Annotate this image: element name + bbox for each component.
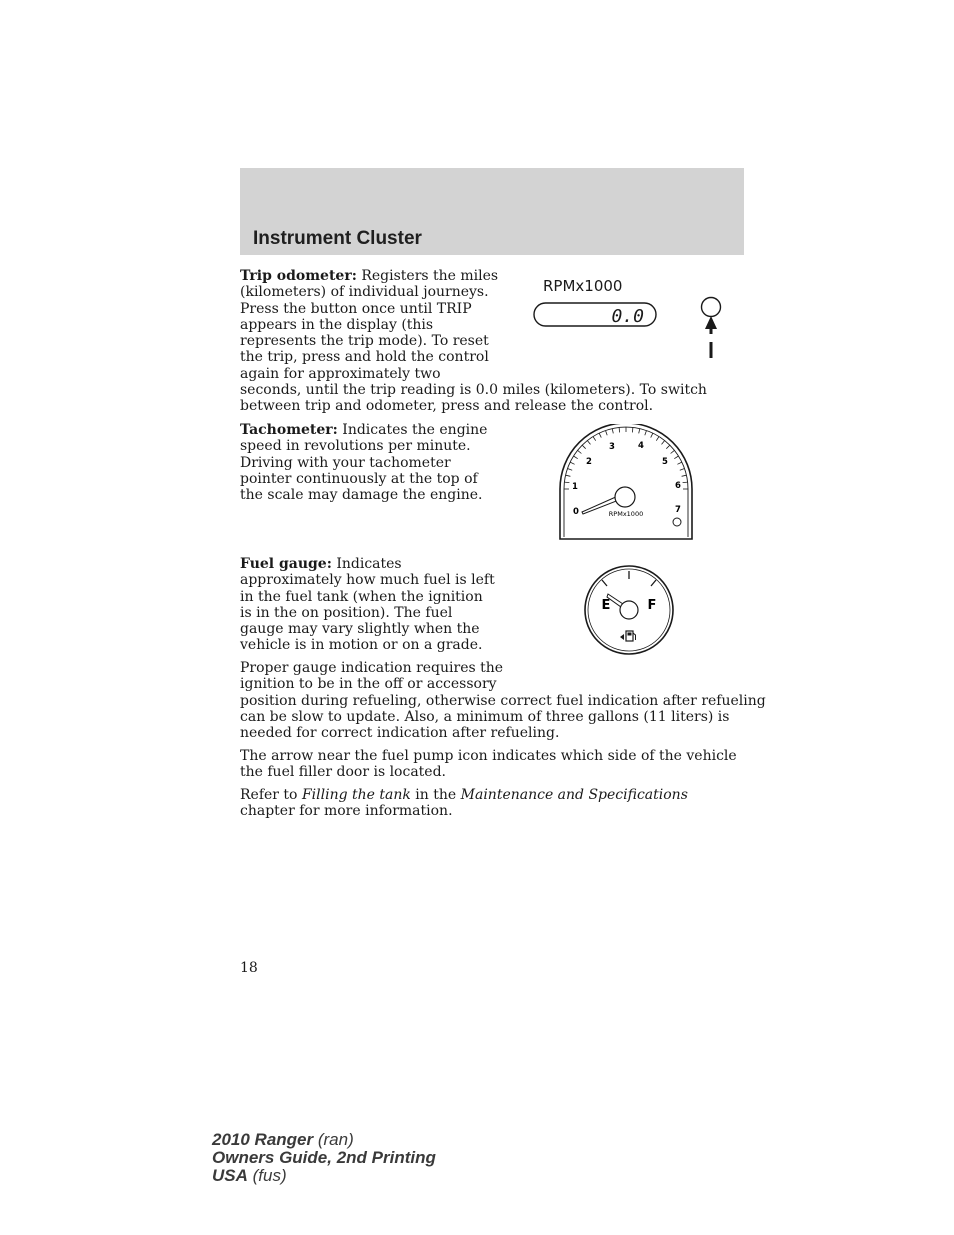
tachometer-minor-tick: [666, 445, 670, 449]
text-line: Indicates: [336, 556, 402, 572]
needle-hub: [615, 487, 635, 507]
footer-market-code: (fus): [252, 1166, 287, 1185]
tachometer-minor-tick: [599, 433, 601, 438]
tick-label-4: 4: [638, 441, 644, 451]
tachometer-minor-tick: [582, 445, 586, 449]
text-line: speed in revolutions per minute.: [240, 438, 471, 455]
footer-market: USA: [212, 1166, 248, 1185]
tachometer-bezel: [560, 424, 692, 539]
section-title: Instrument Cluster: [253, 228, 422, 249]
text-line: approximately how much fuel is left: [240, 572, 495, 589]
text-line: the scale may damage the engine.: [240, 487, 483, 504]
trip-reset-button-icon: [702, 298, 721, 317]
section-header-band: [240, 168, 744, 255]
tachometer-minor-tick: [619, 427, 620, 432]
text-line: in the fuel tank (when the ignition: [240, 588, 483, 605]
tachometer-minor-ticks: [564, 427, 688, 489]
empty-label: E: [601, 598, 611, 613]
text-line: The arrow near the fuel pump icon indicates which side of the vehicle: [240, 748, 737, 764]
text-line: needed for correct indication after refueling.: [240, 725, 560, 742]
tachometer-figure: [555, 424, 697, 542]
tachometer-minor-tick: [568, 469, 573, 471]
tachometer-paragraph: [240, 422, 487, 503]
text-line: (kilometers) of individual journeys.: [240, 284, 489, 301]
text-line: can be slow to update. Also, a minimum of three gallons (11 liters) is: [240, 708, 730, 725]
fuel-pump-icon: [620, 631, 636, 641]
text-line: Indicates the engine: [342, 422, 488, 438]
footer-model: 2010 Ranger: [212, 1130, 314, 1149]
fuel-gauge-paragraph: [240, 556, 495, 654]
fuel-gauge-term: Fuel gauge:: [240, 556, 332, 572]
tachometer-minor-tick: [574, 456, 578, 459]
tachometer-minor-tick: [587, 441, 590, 445]
text-line: appears in the display (this: [240, 316, 434, 333]
tachometer-minor-tick: [632, 427, 633, 432]
text-line: Driving with your tachometer: [240, 454, 451, 471]
text-line: between trip and odometer, press and release the control.: [240, 398, 654, 415]
trip-odometer-term: Trip odometer:: [240, 268, 357, 284]
full-label: F: [647, 598, 657, 613]
gauge-tick: [602, 580, 607, 586]
tick-label-0: 0: [573, 507, 579, 517]
tick-label-7: 7: [675, 505, 681, 515]
tick-label-3: 3: [609, 442, 615, 452]
tachometer-minor-tick: [662, 441, 665, 445]
tachometer-term: Tachometer:: [240, 422, 338, 438]
footer-model-code: (ran): [317, 1130, 354, 1149]
tachometer-minor-tick: [612, 429, 613, 434]
tachometer-minor-tick: [639, 429, 640, 434]
proper-indication-paragraph: [240, 660, 766, 741]
up-arrow-icon: [705, 316, 717, 358]
text-span: in the: [410, 787, 461, 803]
indicator-light-icon: [673, 518, 681, 526]
text-line: ignition to be in the off or accessory: [240, 676, 497, 693]
text-line: seconds, until the trip reading is 0.0 miles (kilometers). To switch: [240, 382, 707, 399]
tick-label-5: 5: [662, 457, 668, 467]
rpm-label: RPMx1000: [543, 277, 623, 295]
tachometer-minor-tick: [680, 469, 685, 471]
text-line: pointer continuously at the top of: [240, 470, 478, 487]
document-footer: [212, 1131, 436, 1185]
page-number: 18: [240, 960, 258, 976]
text-line: vehicle is in motion or on a grade.: [240, 637, 483, 654]
arrow-paragraph: [240, 748, 737, 781]
gauge-tick: [651, 580, 656, 586]
tick-label-6: 6: [675, 481, 681, 491]
text-line: is in the on position). The fuel: [240, 604, 453, 621]
tachometer-minor-tick: [671, 450, 675, 453]
text-line: again for approximately two: [240, 365, 441, 382]
tachometer-minor-tick: [645, 431, 647, 436]
tachometer-minor-tick: [570, 462, 575, 464]
text-line: Registers the miles: [361, 268, 499, 284]
tick-label-2: 2: [586, 457, 592, 467]
text-line: represents the trip mode). To reset: [240, 333, 489, 350]
tachometer-minor-tick: [651, 433, 653, 438]
fuel-gauge-figure: [582, 562, 678, 658]
text-line: the trip, press and hold the control: [240, 349, 489, 366]
tachometer-minor-tick: [656, 437, 659, 441]
tachometer-minor-tick: [593, 437, 596, 441]
text-line: Press the button once until TRIP: [240, 300, 472, 317]
tachometer-minor-tick: [683, 482, 688, 483]
tachometer-minor-tick: [566, 475, 571, 476]
cross-reference-maintenance-chapter: Maintenance and Specifications: [460, 787, 688, 803]
tachometer-minor-tick: [606, 431, 608, 436]
text-line: position during refueling, otherwise correct fuel indication after refueling: [240, 692, 766, 709]
text-span: Refer to: [240, 787, 302, 803]
fuel-needle-hub: [620, 601, 638, 619]
tachometer-face: [564, 427, 688, 537]
tachometer-minor-tick: [564, 482, 569, 483]
text-line: chapter for more information.: [240, 803, 453, 820]
odometer-reading: 0.0: [611, 306, 644, 327]
tachometer-minor-tick: [578, 450, 582, 453]
text-line: the fuel filler door is located.: [240, 764, 447, 781]
tachometer-unit-label: RPMx1000: [608, 510, 644, 518]
tachometer-minor-tick: [677, 462, 682, 464]
tachometer-minor-tick: [674, 456, 678, 459]
trip-odometer-figure: [530, 272, 730, 364]
text-line: Proper gauge indication requires the: [240, 660, 504, 676]
cross-reference-filling-the-tank: Filling the tank: [301, 787, 411, 803]
tachometer-minor-tick: [682, 475, 687, 476]
tick-label-1: 1: [572, 482, 578, 492]
text-line: gauge may vary slightly when the: [240, 621, 480, 638]
refer-paragraph: [240, 787, 688, 820]
footer-edition: Owners Guide, 2nd Printing: [212, 1148, 436, 1167]
